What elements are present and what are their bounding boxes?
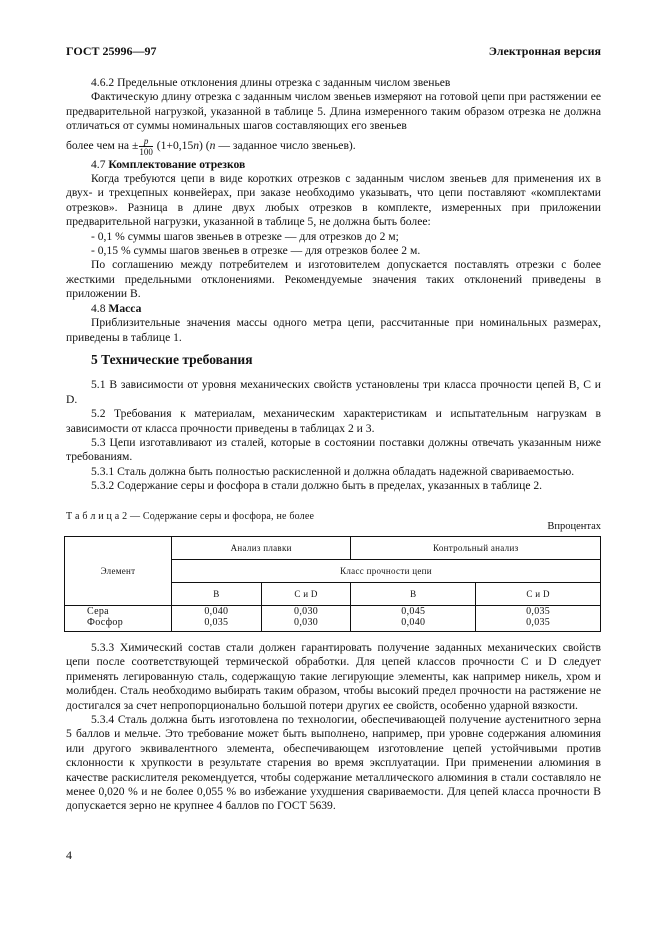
table-sub-b: B — [351, 583, 476, 606]
clause-4-7-text-2: По соглашению между потребителем и изготовителем допускается поставлять отрезки с более жесткими предельными отклонениями. Рекомендуемые значения таких отклонений приведены в приложении В. — [66, 258, 601, 301]
clause-4-7-text: Когда требуются цепи в виде коротких отрезков с заданным числом звеньев для применения их в двух- и трехцепных конвейерах, при заказе необходимо указывать, что цепи поставляют «комплектами отрезков». Разница в длине двух любых отрезков в комплекте, измеренных при приложении предварительной нагрузки, указанной в таблице 5, не должна быть более: — [66, 172, 601, 229]
clause-4-6-2-formula-line: более чем на ± $\frac{p}{100}$ (1+0,15n) (n — заданное число звеньев). — [66, 135, 356, 157]
clause-4-6-2-text: Фактическую длину отрезка с заданным числом звеньев измеряют на готовой цепи при растяжении ее предварительной нагрузкой, указанной в таблице 5. Длина измеренного таким образом отрезка не должна отличаться от суммы номинальных шагов составляющих его звеньев — [66, 90, 601, 133]
table-head-control-analysis: Контрольный анализ — [351, 537, 601, 560]
clause-4-7-title: 4.7 Комплектование отрезков — [91, 157, 246, 171]
table-row — [65, 606, 601, 632]
clause-5-2: 5.2 Требования к материалам, механическим характеристикам и испытательным нагрузкам в зависимости от класса прочности приведены в таблицах 2 и 3. — [66, 407, 601, 435]
section-4-block — [66, 76, 601, 345]
section-5-block — [66, 353, 601, 494]
table-head-strength-class: Класс прочности цепи — [172, 560, 601, 583]
section-5-heading: 5 Технические требования — [91, 352, 253, 367]
table-2-caption: Т а б л и ц а 2 — Содержание серы и фосфора, не более — [66, 511, 315, 522]
table-sub-cd: C и D — [476, 583, 601, 606]
table-cell-value: 0,040 0,035 — [172, 606, 262, 632]
clause-5-3: 5.3 Цепи изготавливают из сталей, которые в состоянии поставки должны отвечать указанным ниже требованиям. — [66, 436, 601, 464]
clause-5-3-2: 5.3.2 Содержание серы и фосфора в стали должно быть в пределах, указанных в таблице 2. — [91, 479, 543, 493]
fraction-p-over-100: $\frac{p}{100}$ — [139, 135, 153, 157]
clause-5-3-1: 5.3.1 Сталь должна быть полностью раскисленной и должна обладать надежной свариваемостью. — [91, 464, 575, 478]
table-cell-value: 0,035 0,035 — [476, 606, 601, 632]
table-cell-value: 0,045 0,040 — [351, 606, 476, 632]
table-2-unit: Впроцентах — [547, 521, 601, 532]
header-standard-number: ГОСТ 25996—97 — [66, 44, 157, 58]
table-cell-value: 0,030 0,030 — [261, 606, 351, 632]
table-sub-cd: C и D — [261, 583, 351, 606]
clause-5-1: 5.1 В зависимости от уровня механических свойств установлены три класса прочности цепей B, C и D. — [66, 378, 601, 406]
page-number: 4 — [66, 848, 72, 862]
clause-4-7-bullet-2: - 0,15 % суммы шагов звеньев в отрезке — для отрезков более 2 м. — [91, 244, 421, 258]
clause-5-3-3: 5.3.3 Химический состав стали должен гарантировать получение заданных механических свойств цепи после соответствующей термической обработки. Для цепей классов прочности C и D следует применять легированную сталь, содержащую такие легирующие элементы, как например никель, хром и молибден. Сталь необходимо выбирать таким образом, чтобы высокий предел прочности на растяжение не достигался за счет непропорционально большой потери других ее свойств, особенно ударной вязкости. — [66, 641, 601, 712]
clause-4-6-2-title: 4.6.2 Предельные отклонения длины отрезка с заданным числом звеньев — [91, 76, 451, 89]
table-sub-b: B — [172, 583, 262, 606]
clause-4-7-bullet-1: - 0,1 % суммы шагов звеньев в отрезке — для отрезков до 2 м; — [91, 229, 399, 243]
clause-5-3-4: 5.3.4 Сталь должна быть изготовлена по технологии, обеспечивающей получение аустенитного зерна 5 баллов и мельче. Это требование может быть выполнено, например, при уровне содержания алюминия или другого эквивалентного элемента, обеспечивающем изготовление цепей устойчивыми против склонности к хрупкости в результате старения во время эксплуатации. При применении алюминия в качестве раскислителя рекомендуется, чтобы содержание металлического алюминия в стали составляло не менее 0,020 % и не более 0,055 % во избежание ухудшения свариваемости. Для цепей класса прочности B допускается зерно не крупнее 4 баллов по ГОСТ 5639. — [66, 713, 601, 813]
clause-4-8-title: 4.8 Масса — [91, 301, 142, 315]
section-5-3-continued — [66, 641, 601, 814]
table-head-melt-analysis: Анализ плавки — [172, 537, 351, 560]
header-version-label: Электронная версия — [488, 44, 601, 58]
table-head-element: Элемент — [65, 537, 172, 606]
clause-4-8-text: Приблизительные значения массы одного метра цепи, рассчитанные при номинальных размерах, приведены в таблице 1. — [66, 316, 601, 344]
table-cell-element: Сера Фосфор — [65, 606, 172, 632]
table-2 — [64, 536, 601, 632]
